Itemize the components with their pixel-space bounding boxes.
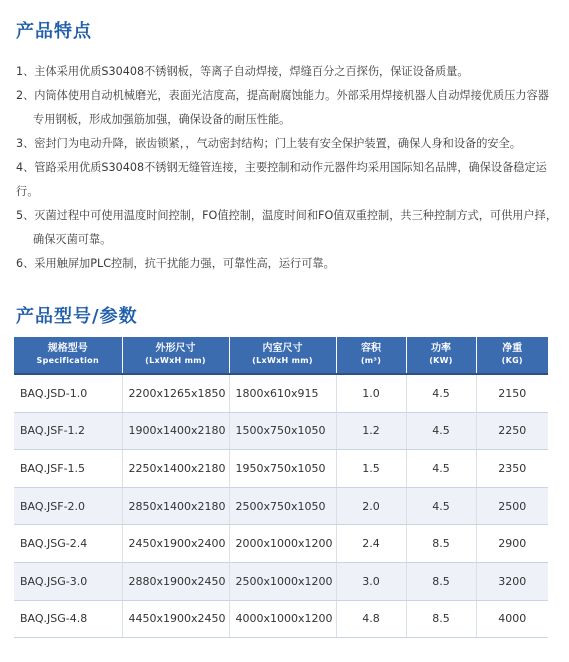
feature-line-continued: 专用钢板，形成加强筋加强，确保设备的耐压性能。 xyxy=(33,113,291,126)
cell-volume: 1.5 xyxy=(336,450,406,488)
feature-item xyxy=(16,132,561,156)
feature-item xyxy=(16,252,561,276)
cell-power: 8.5 xyxy=(406,525,476,563)
cell-volume: 4.8 xyxy=(336,600,406,638)
table-header-row xyxy=(14,337,548,374)
cell-outer-size: 1900x1400x2180 xyxy=(122,412,229,450)
cell-model: BAQ.JSG-3.0 xyxy=(14,562,122,600)
table-row xyxy=(14,525,548,563)
cell-weight: 2250 xyxy=(476,412,548,450)
cell-model: BAQ.JSF-1.2 xyxy=(14,412,122,450)
cell-model: BAQ.JSG-2.4 xyxy=(14,525,122,563)
cell-power: 4.5 xyxy=(406,374,476,412)
cell-power: 8.5 xyxy=(406,562,476,600)
cell-model: BAQ.JSG-4.8 xyxy=(14,600,122,638)
feature-item xyxy=(16,84,561,132)
cell-power: 4.5 xyxy=(406,450,476,488)
table-row xyxy=(14,600,548,638)
cell-power: 4.5 xyxy=(406,412,476,450)
table-row xyxy=(14,374,548,412)
cell-chamber-size: 4000x1000x1200 xyxy=(229,600,336,638)
spec-table xyxy=(14,337,548,638)
cell-chamber-size: 1500x750x1050 xyxy=(229,412,336,450)
feature-line: 1、主体采用优质S30408不锈钢板，等离子自动焊接，焊缝百分之百探伤，保证设备质量。 xyxy=(16,65,469,78)
features-list xyxy=(16,60,561,276)
cell-chamber-size: 2000x1000x1200 xyxy=(229,525,336,563)
cell-weight: 4000 xyxy=(476,600,548,638)
cell-chamber-size: 2500x750x1050 xyxy=(229,487,336,525)
cell-outer-size: 2200x1265x1850 xyxy=(122,374,229,412)
specs-title: 产品型号/参数 xyxy=(16,306,138,327)
cell-weight: 2350 xyxy=(476,450,548,488)
cell-volume: 2.0 xyxy=(336,487,406,525)
feature-item xyxy=(16,156,561,204)
header-outer-size: 外形尺寸 (LxWxH mm) xyxy=(122,337,229,374)
cell-outer-size: 2250x1400x2180 xyxy=(122,450,229,488)
feature-line-continued: 确保灭菌可靠。 xyxy=(33,233,112,246)
cell-volume: 1.2 xyxy=(336,412,406,450)
cell-chamber-size: 2500x1000x1200 xyxy=(229,562,336,600)
table-row xyxy=(14,412,548,450)
cell-model: BAQ.JSD-1.0 xyxy=(14,374,122,412)
feature-item xyxy=(16,60,561,84)
features-title: 产品特点 xyxy=(16,21,92,42)
cell-weight: 2150 xyxy=(476,374,548,412)
feature-line: 4、管路采用优质S30408不锈钢无缝管连接，主要控制和动作元器件均采用国际知名品牌，确保设备稳定运行。 xyxy=(16,161,547,198)
table-row xyxy=(14,450,548,488)
cell-weight: 2500 xyxy=(476,487,548,525)
header-net-weight: 净重 (KG) xyxy=(476,337,548,374)
table-row xyxy=(14,487,548,525)
cell-weight: 3200 xyxy=(476,562,548,600)
cell-chamber-size: 1800x610x915 xyxy=(229,374,336,412)
feature-line: 3、密封门为电动升降，嵌齿锁紧，，气动密封结构；门上装有安全保护装置，确保人身和设备的安全。 xyxy=(16,137,521,150)
cell-chamber-size: 1950x750x1050 xyxy=(229,450,336,488)
feature-line: 6、采用触屏加PLC控制，抗干扰能力强，可靠性高，运行可靠。 xyxy=(16,257,335,270)
cell-outer-size: 4450x1900x2450 xyxy=(122,600,229,638)
table-row xyxy=(14,562,548,600)
header-specification: 规格型号 Specification xyxy=(14,337,122,374)
cell-outer-size: 2880x1900x2450 xyxy=(122,562,229,600)
cell-outer-size: 2450x1900x2400 xyxy=(122,525,229,563)
cell-outer-size: 2850x1400x2180 xyxy=(122,487,229,525)
header-chamber-size: 内室尺寸 (LxWxH mm) xyxy=(229,337,336,374)
cell-power: 4.5 xyxy=(406,487,476,525)
cell-volume: 1.0 xyxy=(336,374,406,412)
feature-line: 5、灭菌过程中可使用温度时间控制，FO值控制，温度时间和FO值双重控制，共三种控制方式，可供用户择， xyxy=(16,209,558,222)
feature-item xyxy=(16,204,561,252)
feature-line: 2、内筒体使用自动机械磨光，表面光洁度高，提高耐腐蚀能力。外部采用焊接机器人自动焊接优质压力容器 xyxy=(16,89,549,102)
cell-power: 8.5 xyxy=(406,600,476,638)
cell-model: BAQ.JSF-1.5 xyxy=(14,450,122,488)
cell-volume: 2.4 xyxy=(336,525,406,563)
cell-weight: 2900 xyxy=(476,525,548,563)
header-power: 功率 (KW) xyxy=(406,337,476,374)
cell-volume: 3.0 xyxy=(336,562,406,600)
cell-model: BAQ.JSF-2.0 xyxy=(14,487,122,525)
header-volume: 容积 (m³) xyxy=(336,337,406,374)
